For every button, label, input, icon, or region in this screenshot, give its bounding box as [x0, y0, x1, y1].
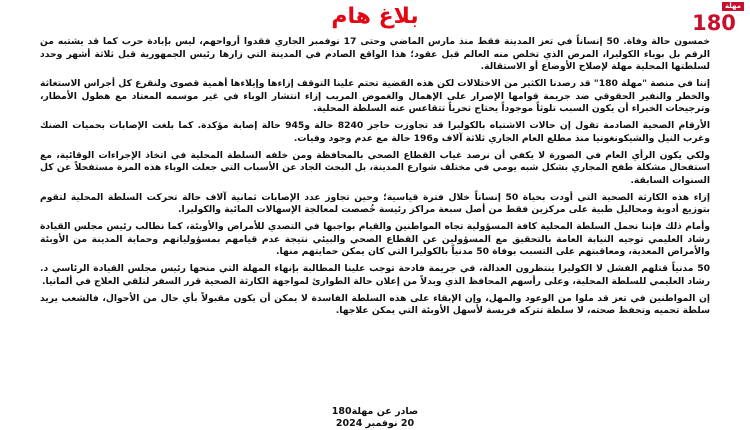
- logo-tag: مهلة: [722, 2, 744, 11]
- paragraph-2: إننا في منصة "مهلة 180" قد رصدنا الكثير من الاختلالات لكن هذه القضية تحتم علينا التوقف إزاءها وإيلاءها أهمية قصوى ولنقرع كل أجراس الاستغاثة والخطر والنفير الحقوقي ضد جريمة قوامها الإصرار على الإهمال والغموض المريب إزاء انتشار الوباء في غير موسمه المعتاد مع هطول الأمطار، وترجيحات الخبراء أن يكون السبب تلوثاً موجوداً يحتاج تحرياً تتقاعس عنه السلطة المحلية.: [40, 78, 710, 115]
- paragraph-5: إزاء هذه الكارثة الصحية التي أودت بحياة 50 إنساناً خلال فترة قياسية؛ وحين تجاوز عدد الإصابات ثمانية آلاف حالة تحركت السلطة المحلية لتقوم بتوزيع أدوية ومحاليل طبية على مركزين فقط من أصل سبعة مراكز رئيسة خُصصت لمعالجة الإسهالات المائية والكوليرا.: [40, 191, 710, 216]
- issue-date: 20 نوفمبر 2024: [335, 418, 415, 429]
- paragraph-4: ولكي يكون الرأي العام في الصورة لا يكفي أن نرصد غياب القطاع الصحي بالمحافظة ومن خلفه السلطة المحلية في اتخاذ الإجراءات الوقائية، مع استفحال مشكلة طفح المجاري بشكل شبه يومي في مختلف شوارع المدينة، بل البحث الجاد عن الأسباب التي جعلت الوباء هذه المرة مستفحلاً عن كل السنوات السابقة.: [40, 149, 710, 186]
- announcement-title: بلاغ هام: [331, 4, 419, 29]
- announcement-body: [40, 36, 710, 322]
- paragraph-8: إن المواطنين في تعز قد ملوا من الوعود والمهل، وإن الإبقاء على هذه السلطة الفاسدة لا يمكن أن يكون مقبولاً بأي حال من الأحوال، فالشعب يريد سلطة تحميه وتحفظ صحته، لا سلطة تتركه فريسة لأسهل الأوبئة التي يمكن علاجها.: [40, 292, 710, 317]
- signature-block: [0, 406, 750, 430]
- paragraph-1: خمسون حالة وفاة. 50 إنساناً في تعز المدينة فقط منذ مارس الماضي وحتى 17 نوفمبر الجاري فقدوا أرواحهم، ليس بإبادة حرب كما قد يشتبه من الرقم بل بوباء الكوليرا، المرض الذي تخلص منه العالم قبل عقود؛ هذا الواقع الصادم في المدينة التي زارها رئيس الجمهورية قبل ثلاثة أشهر وحدد لسلطتها المحلية مهلة لإصلاح الأوضاع أو الاستقالة.: [40, 36, 711, 73]
- paragraph-3: الأرقام الصحية الصادمة تقول إن حالات الاشتباه بالكوليرا قد تجاوزت حاجز 8240 حالة و945 حالة إصابة مؤكدة. كما بلغت الإصابات بحميات الضنك وغرب النيل والشيكونغونيا منذ مطلع العام الجاري ثلاثة آلاف و196 حالة مع عدم وجود وفيات.: [40, 120, 711, 144]
- paragraph-6: وأمام ذلك فإننا نحمل السلطة المحلية كافة المسؤولية تجاه المواطنين والقيام بواجبها في التصدي للأمراض والأوبئة، كما نطالب رئيس مجلس القيادة رشاد العليمي توجيه النيابة العامة بالتحقيق مع المسؤولين عن القطاع الصحي والبيئي نتيجة عدم قيامهم بمسؤولياتهم وحماية المدينة من الأوبئة والأمراض المعدية، ومعاقبتهم على التسبب بوفاة 50 مدنياً بالكوليرا التي كان يمكن حمايتهم منها.: [40, 221, 710, 258]
- issuer-line: صادر عن مهلة180: [331, 406, 419, 417]
- logo-number: 180: [692, 11, 736, 35]
- paragraph-7: 50 مدنياً قتلهم الفشل لا الكوليرا ينتظرون العدالة، في جريمة فادحة توجب علينا المطالبة بإنهاء المهلة التي منحها رئيس مجلس القيادة الرئاسي د. رشاد العليمي للسلطة المحلية، وعلى رأسهم المحافظ الذي وبدلاً من إعلان حالة الطوارئ لمواجهة الكارثة الصحية قرر السفر لتلقي العلاج في ألمانيا.: [40, 263, 710, 287]
